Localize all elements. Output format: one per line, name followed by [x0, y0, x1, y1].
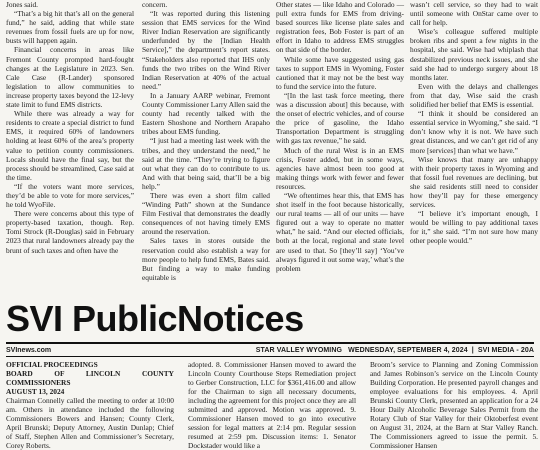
notice-heading: BOARD OF LINCOLN COUNTY COMMISSIONERS — [6, 369, 174, 387]
article-paragraph: “I believe it’s important enough, I would be willing to pay additional taxes for it,” she said. “I’m not sure how many other people would.” — [410, 209, 538, 246]
article-column-4 — [410, 0, 538, 296]
notice-body: Broom’s service to Planning and Zoning Commission and James Robinson’s service on the Lincoln County Building Corporation. He presented payroll changes and employee evaluations for his employees. 4. April Brunski County Clerk, presented an application for a 24 Hour Daily Alcoholic Beverage Sales Permit from the Rotary Club of Star Valley for their Oktoberfest event on August 31, 2024, at the Barn at Star Valley Ranch. The Commissioners agreed to issue the permit. 5. Commissioner Hansen — [370, 360, 538, 450]
article-paragraph: In a January AARP webinar, Fremont County Commissioner Larry Allen said the county had recently talked with the Eastern Shoshone and Northern Arapaho tribes about EMS funding. — [142, 90, 270, 137]
article-paragraph: “That’s a big hit that’s all on the general fund,” he said, adding that while state revenues from fossil fuels are up for now, busts will happen again. — [6, 9, 134, 46]
banner-divider — [6, 356, 534, 357]
article-column-1 — [6, 0, 134, 296]
article-paragraph: Wise knows that many are unhappy with their property taxes in Wyoming and that fossil fuel revenues are declining, but she said residents still need to consider how they’ll pay for these emergency services. — [410, 154, 538, 210]
article-paragraph: Other states — like Idaho and Colorado — pull extra funds for EMS from driving-based sources like license plate sales and registration fees, Bob Foster is part of an effort in Idaho to address EMS struggles on that side of the border. — [276, 0, 404, 55]
article-paragraph: There were concerns about this type of property-based taxation, though. Rep. Tomi Strock (R-Douglas) said in February 2023 that rural landowners already pay the brunt of such taxes and often have the — [6, 209, 134, 255]
site-link[interactable]: SVInews.com — [6, 346, 52, 354]
article-paragraph: Jones said. — [6, 0, 39, 9]
issue-date: WEDNESDAY, SEPTEMBER 4, 2024 — [348, 346, 468, 354]
section-title: SVI PublicNotices — [6, 298, 304, 339]
article-paragraph: “I think it should be considered an essential service in Wyoming,” she said. “I don’t know why it is not. We have such great distances, and we can’t get rid of any more [services] than what we have.” — [410, 109, 538, 155]
article-paragraph: “We oftentimes hear this, that EMS has shot itself in the foot because historically, our rural teams — all of our units — have figured out a way to operate no matter what,” he said. “And our elected officials, both at the local, regional and state level are used to that. So [they’ll say] ‘You’ve always figured it out some way,’ what’s the problem — [276, 190, 404, 273]
notice-heading: AUGUST 13, 2024 — [6, 387, 65, 396]
notice-heading: OFFICIAL PROCEEDINGS — [6, 360, 98, 369]
banner-info-bar — [6, 344, 534, 356]
article-paragraph: Wise’s colleague suffered multiple broken ribs and spent a few nights in the hospital, she said. Wise had whiplash that destabilized previous neck issues, and she said she had to undergo surgery about 18 months later. — [410, 27, 538, 82]
article-paragraph: “It was reported during this listening session that EMS services for the Wind River Indian Reservation are significantly underfunded by the [Indian Health Service],” the department’s report states. “Stakeholders also reported that IHS only funds the two tribes on the Wind River Indian Reservation at 40% of the actual need.” — [142, 9, 270, 91]
notice-column-2 — [188, 360, 356, 450]
article-paragraph: concern. — [142, 0, 168, 9]
article-paragraph: There was even a short film called “Winding Path” shown at the Sundance Film Festival that demonstrates the deadly consequences of not having timely EMS around the reservation. — [142, 190, 270, 237]
notice-column-3 — [370, 360, 538, 450]
article-paragraph: While some have suggested using gas taxes to support EMS in Wyoming, Foster cautioned that it may not be the best way to fund the service into the future. — [276, 54, 404, 91]
article-paragraph: Sales taxes in stores outside the reservation could also establish a way for more people to help fund EMS, Bates said. But finding a way to make funding equitable is — [142, 236, 270, 282]
issue-location: STAR VALLEY WYOMING — [255, 346, 343, 354]
public-notices — [0, 360, 540, 450]
notice-column-1 — [6, 360, 174, 450]
notice-body: Chairman Connelly called the meeting to order at 10:00 am. Others in attendance included the following Commissioners Bowers and Hansen; County Clerk, April Brunski; Deputy Attorney, Austin Dunlap; Chief of Staff, Stephen Allen and Commissioner’s Secretary, Corey Roberts. — [6, 396, 174, 450]
article-paragraph: “[In the last task force meeting, there was a discussion about] this because, with the onset of electric vehicles, and of course the price of gasoline, the Idaho Transportation Department is struggling with gas tax revenue,” he said. — [276, 90, 404, 146]
issue-meta: STAR VALLEY WYOMING WEDNESDAY, SEPTEMBER 4, 2024 | SVI MEDIA - 20A — [255, 346, 534, 354]
article-paragraph: Much of the rural West is in an EMS crisis, Foster added, but in some ways, agencies have almost been too good at making things work with fewer and fewer resources. — [276, 145, 404, 191]
article-paragraph: “If the voters want more services, they’d be able to vote for more services,” he told WyoFile. — [6, 181, 134, 210]
notice-body: adopted. 8. Commissioner Hansen moved to award the Lincoln County Courthouse Steps Remediation project to Gerber Construction, LLC for $361,416.00 and allow for the Chairman to sign all necessary documents, including the agreement for this project once they are all submitted and approved. Motion was approved. 9. Commissioner Hansen moved to go into executive session for legal matters at 2:14 pm. Regular session resumed at 2:59 pm. Discussion items: 1. Senator Dockstader would like a — [188, 360, 356, 450]
article-paragraph: Financial concerns in areas like Fremont County prompted hard-fought changes at the Legislature in 2023. Sen. Cale Case (R-Lander) sponsored legislation to allow communities to increase property taxes beyond the 12-levy state limit to fund EMS districts. — [6, 45, 134, 110]
section-banner — [0, 298, 540, 360]
article-column-3 — [276, 0, 404, 296]
article-paragraph: wasn’t cell service, so they had to wait until someone with OnStar came over to call for help. — [410, 0, 538, 28]
article-paragraph: Even with the delays and challenges from that day, Wise said the crash solidified her belief that EMS is essential. — [410, 81, 538, 110]
article-paragraph: “I just had a meeting last week with the tribes, and they understand the need,” he said at the time. “They’re trying to figure out what they can do to contribute to us. And with that being said, that’ll be a big help.” — [142, 136, 270, 191]
issue-page: SVI MEDIA - 20A — [477, 346, 534, 354]
article-column-2 — [142, 0, 270, 296]
article-paragraph: While there was already a way for residents to create a special district to fund EMS, it required 60% of landowners holding at least 60% of the area’s property value to petition county commissioners. Locals should have the final say, but the process should be streamlined, Case said at the time. — [6, 109, 134, 182]
